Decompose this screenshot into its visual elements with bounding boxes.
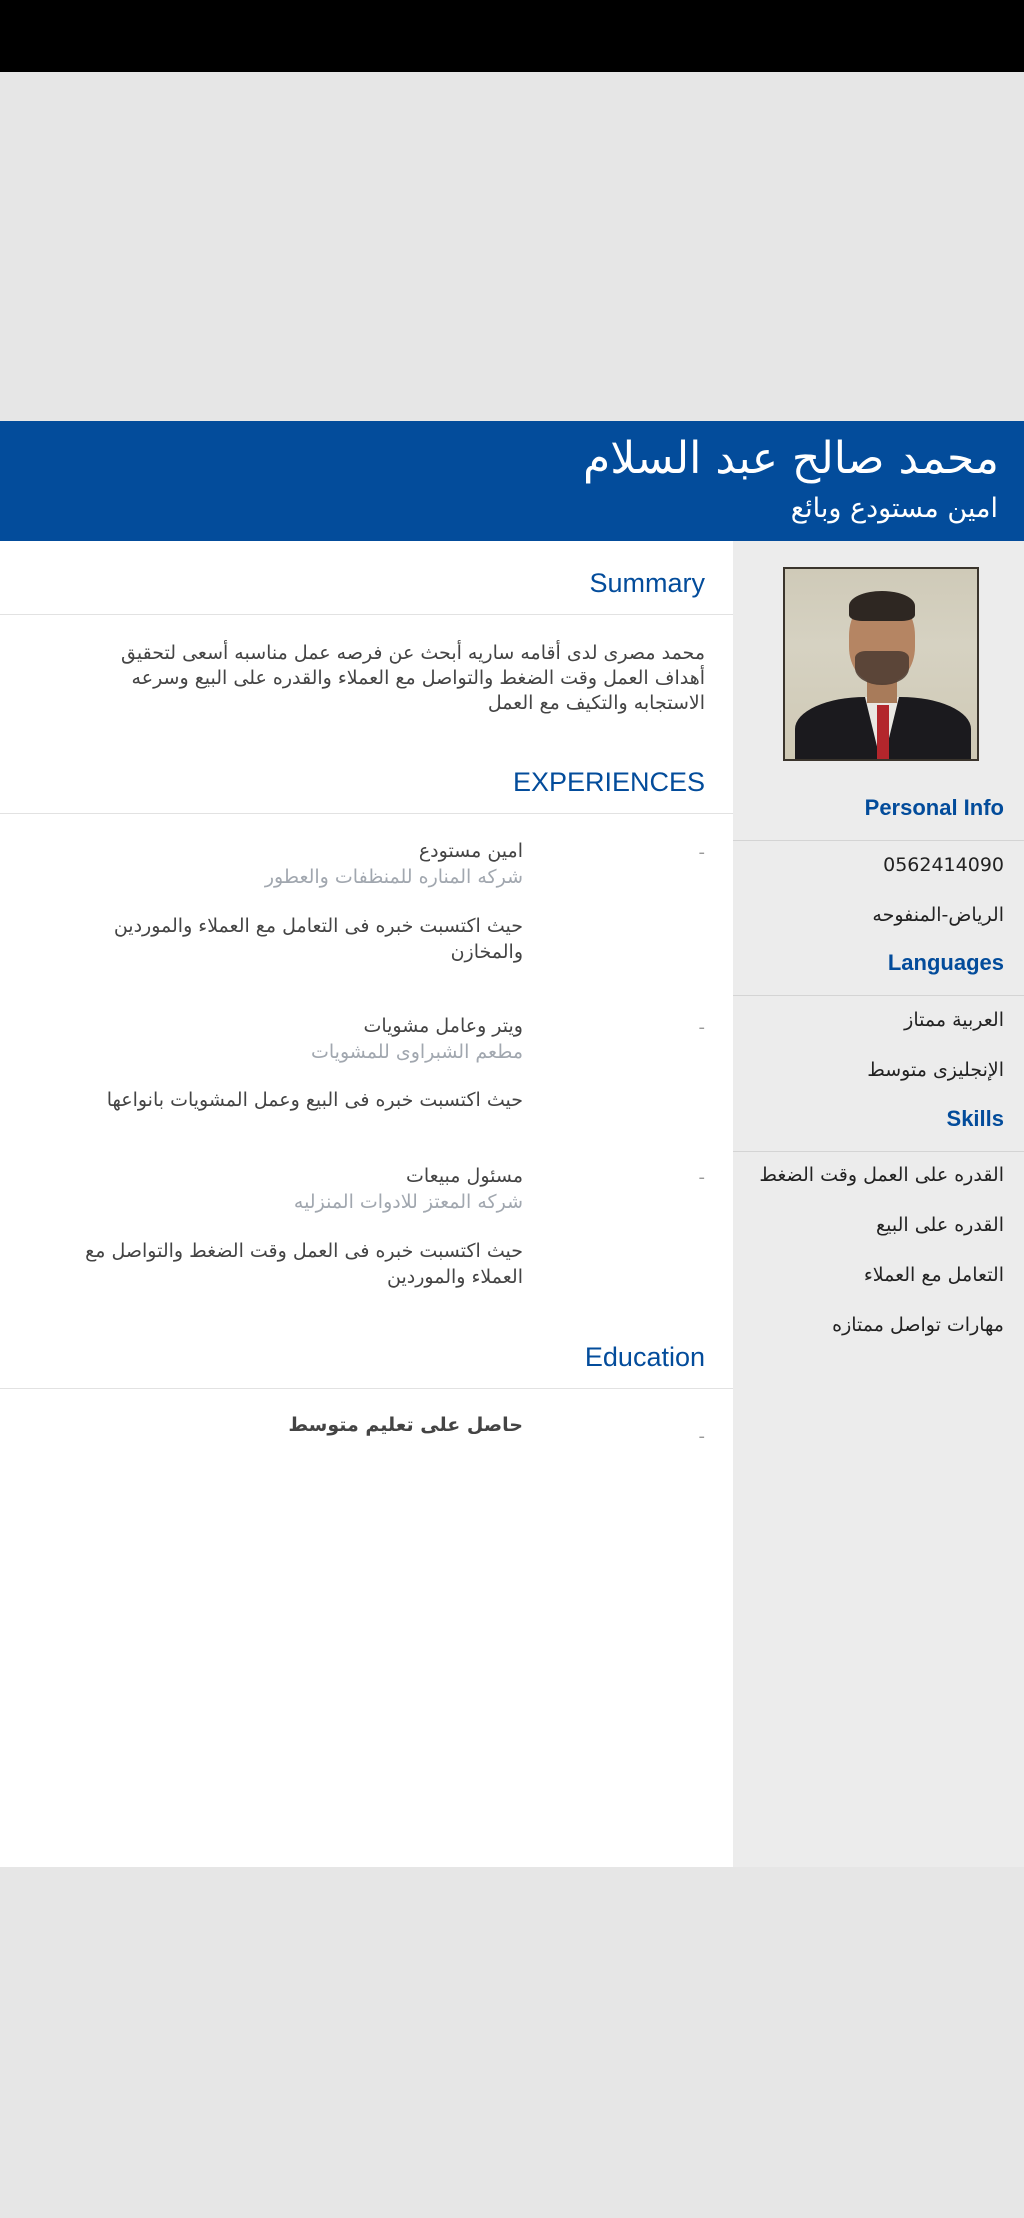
bullet-dash: - — [698, 842, 705, 863]
experience-company: مطعم الشبراوى للمشويات — [310, 1041, 523, 1063]
bullet-dash: - — [698, 1426, 705, 1447]
experience-job: ويتر وعامل مشويات — [363, 1015, 523, 1037]
resume-page — [0, 421, 1024, 1867]
experience-description: حيث اكتسبت خبره فى التعامل مع العملاء والموردين والمخازن — [113, 915, 523, 963]
bullet-dash: - — [698, 1167, 705, 1188]
experience-job: مسئول مبيعات — [405, 1165, 523, 1187]
divider — [0, 1388, 733, 1389]
photo-tie — [877, 705, 889, 761]
profile-photo — [783, 567, 979, 761]
summary-heading: Summary — [589, 568, 705, 598]
languages-heading: Languages — [887, 950, 1004, 975]
sidebar — [733, 541, 1024, 1867]
experience-job: امين مستودع — [418, 840, 523, 862]
experience-description: حيث اكتسبت خبره فى البيع وعمل المشويات بانواعها — [106, 1089, 523, 1111]
skills-heading: Skills — [946, 1106, 1004, 1131]
language-item: العربية ممتاز — [904, 1009, 1004, 1031]
education-degree: حاصل على تعليم متوسط — [288, 1414, 523, 1436]
divider — [733, 1151, 1024, 1152]
resume-header — [0, 421, 1024, 541]
experience-item — [0, 1163, 733, 1293]
photo-beard — [855, 651, 909, 685]
main-content — [0, 541, 733, 1867]
language-item: الإنجليزى متوسط — [867, 1059, 1004, 1081]
job-title: امين مستودع وبائع — [790, 493, 998, 524]
bullet-dash: - — [698, 1017, 705, 1038]
summary-text: محمد مصرى لدى أقامه ساريه أبحث عن فرصه عمل مناسبه أسعى لتحقيق أهداف العمل وقت الضغط والتواصل مع العملاء والقدره على البيع وسرعه الاستجابه والتكيف مع العمل — [121, 642, 705, 714]
divider — [733, 840, 1024, 841]
status-bar — [0, 0, 1024, 72]
experience-item — [0, 1013, 733, 1113]
education-heading: Education — [584, 1342, 705, 1372]
skill-item: القدره على العمل وقت الضغط — [759, 1164, 1004, 1186]
skill-item: مهارات تواصل ممتازه — [832, 1314, 1004, 1336]
skill-item: التعامل مع العملاء — [863, 1264, 1004, 1286]
photo-hair — [849, 591, 915, 621]
person-name: محمد صالح عبد السلام — [582, 433, 999, 484]
divider — [0, 813, 733, 814]
experience-company: شركه المناره للمنظفات والعطور — [264, 866, 523, 888]
phone-number: 0562414090 — [883, 854, 1004, 876]
experience-description: حيث اكتسبت خبره فى العمل وقت الضغط والتواصل مع العملاء والموردين — [85, 1240, 523, 1288]
experience-company: شركه المعتز للادوات المنزليه — [293, 1191, 523, 1213]
experience-item — [0, 838, 733, 968]
education-item — [0, 1412, 733, 1462]
experiences-heading: EXPERIENCES — [512, 767, 705, 797]
address: الرياض-المنفوحه — [872, 904, 1004, 926]
skill-item: القدره على البيع — [876, 1214, 1004, 1236]
divider — [0, 614, 733, 615]
personal-info-heading: Personal Info — [864, 795, 1004, 820]
divider — [733, 995, 1024, 996]
